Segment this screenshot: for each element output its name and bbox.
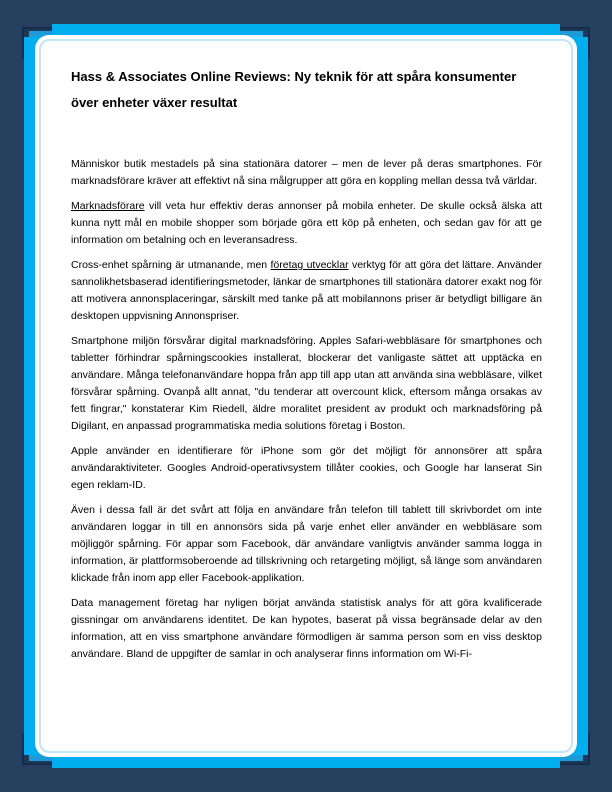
paragraph-text: verktyg för att göra det lättare. Använder sannolikhetsbaserad identifieringsmetoder, länkar de smartphones till stationära datorer exakt nog för att motivera annonsplaceringar, särskilt med tanke på att mobilannons priser är betydligt billigare än desktopen uppvisning Annonspriser. — [71, 259, 542, 322]
frame-bar-left — [24, 52, 35, 740]
frame-bar-right — [577, 52, 588, 740]
inline-link[interactable]: företag utvecklar — [270, 259, 349, 271]
page-title: Hass & Associates Online Reviews: Ny teknik för att spåra konsumenter över enheter växer resultat — [71, 69, 517, 110]
paragraph — [71, 156, 542, 190]
paragraph-text: Människor butik mestadels på sina stationära datorer – men de lever på deras smartphones. För marknadsförare kräver att effektivt nå sina målgrupper att göra en koppling mellan dessa två världar. — [71, 158, 542, 187]
paragraph-text: Även i dessa fall är det svårt att följa en användare från telefon till tablett till skrivbordet om inte användaren loggar in till en annonsörs sida på varje enhet eller använder en webbläsare som möjliggör spårning. För appar som Facebook, där användare vanligtvis använder samma logga in information, är plattformsoberoende ad tillskrivning och retargeting möjligt, så länge som användaren klickade från inom app eller Facebook-applikation. — [71, 504, 542, 584]
paragraph-text: Smartphone miljön försvårar digital marknadsföring. Apples Safari-webbläsare för smartphones och tabletter förhindrar spårningscookies installerat, blockerar det vanligaste sättet att upptäcka en användare. Många telefonanvändare hoppa från app till app utan att använda sina webbläsare, vilket försvårar spårning. Ovanpå allt annat, "du tenderar att overcount klick, eftersom många orsakas av fett fingrar," konstaterar Kim Riedell, äldre moralitet president av produkt och marknadsföring på Digilant, en anpassad programmatiska media solutions företag i Boston. — [71, 335, 542, 432]
frame-bar-top — [52, 24, 560, 35]
paragraph — [71, 333, 542, 435]
article-body — [71, 156, 542, 663]
inline-link[interactable]: Marknadsförare — [71, 200, 145, 212]
paragraph — [71, 443, 542, 494]
paragraph-text: vill veta hur effektiv deras annonser på mobila enheter. De skulle också älska att kunna nytt mål en mobile shopper som började göra ett köp på enheten, och sedan gav för att ge information om betalning och en leveransadress. — [71, 200, 542, 246]
frame-bar-bottom — [52, 757, 560, 768]
paragraph — [71, 257, 542, 325]
paragraph-text: Apple använder en identifierare för iPhone som gör det möjligt för annonsörer att spåra användaraktiviteter. Googles Android-operativsystem tillåter cookies, och Google har lanserat Sin egen reklam-ID. — [71, 445, 542, 491]
paragraph — [71, 502, 542, 587]
document-content — [71, 64, 542, 750]
paragraph-text: Data management företag har nyligen börjat använda statistisk analys för att göra kvalificerade gissningar om användarens identitet. De kan hypotes, baserat på vissa begränsade delar av den information, att en viss smartphone användare förmodligen är samma person som en viss desktop användare. Bland de uppgifter de samlar in och analyserar finns information om Wi-Fi- — [71, 597, 542, 660]
paragraph — [71, 595, 542, 663]
paragraph-text: Cross-enhet spårning är utmanande, men — [71, 259, 271, 271]
paragraph — [71, 198, 542, 249]
